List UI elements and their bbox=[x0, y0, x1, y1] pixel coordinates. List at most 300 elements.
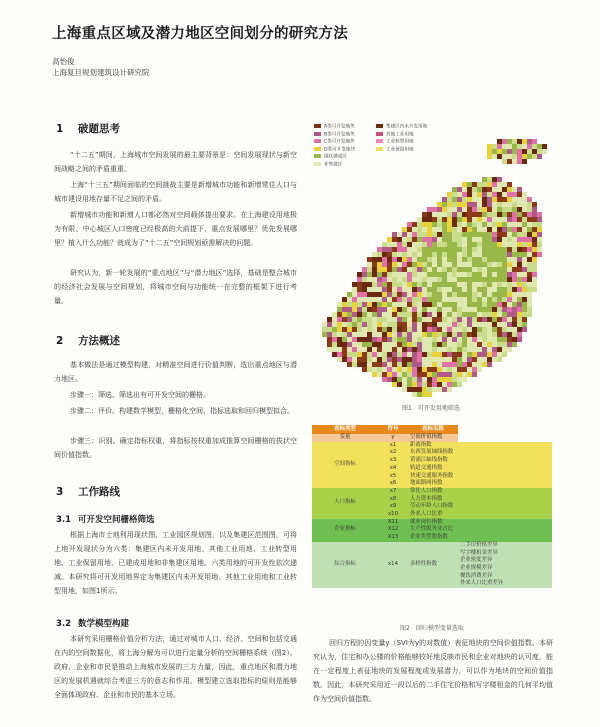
map-cell bbox=[512, 337, 517, 342]
map-cell bbox=[492, 272, 497, 277]
map-cell bbox=[517, 192, 522, 197]
map-cell bbox=[377, 257, 382, 262]
map-cell bbox=[507, 159, 512, 164]
table-symbol: x3 bbox=[389, 457, 397, 464]
map-cell bbox=[457, 242, 462, 247]
map-cell bbox=[522, 297, 527, 302]
map-cell bbox=[347, 322, 352, 327]
map-cell bbox=[482, 307, 487, 312]
map-cell bbox=[322, 327, 327, 332]
map-cell bbox=[517, 144, 522, 149]
map-cell bbox=[402, 247, 407, 252]
map-cell bbox=[437, 312, 442, 317]
map-cell bbox=[402, 297, 407, 302]
map-cell bbox=[442, 317, 447, 322]
map-cell bbox=[482, 177, 487, 182]
map-cell bbox=[347, 357, 352, 362]
map-cell bbox=[462, 277, 467, 282]
map-cell bbox=[467, 367, 472, 372]
map-cell bbox=[417, 267, 422, 272]
map-cell bbox=[362, 362, 367, 367]
map-cell bbox=[407, 327, 412, 332]
map-cell bbox=[427, 277, 432, 282]
figure-2-caption: 图2 回归模型变量选取 bbox=[400, 625, 464, 632]
map-cell bbox=[447, 297, 452, 302]
map-cell bbox=[382, 257, 387, 262]
map-cell bbox=[477, 272, 482, 277]
map-cell bbox=[492, 357, 497, 362]
map-cell bbox=[467, 187, 472, 192]
map-cell bbox=[402, 307, 407, 312]
map-cell bbox=[477, 297, 482, 302]
map-cell bbox=[487, 252, 492, 257]
map-cell bbox=[482, 187, 487, 192]
map-cell bbox=[487, 149, 492, 154]
map-cell bbox=[367, 317, 372, 322]
map-cell bbox=[507, 154, 512, 159]
map-cell bbox=[392, 282, 397, 287]
map-cell bbox=[502, 237, 507, 242]
map-cell bbox=[432, 267, 437, 272]
map-cell bbox=[432, 212, 437, 217]
map-cell bbox=[447, 217, 452, 222]
map-cell bbox=[387, 312, 392, 317]
map-cell bbox=[537, 242, 542, 247]
map-cell bbox=[472, 292, 477, 297]
map-cell bbox=[472, 217, 477, 222]
map-cell bbox=[492, 287, 497, 292]
map-cell bbox=[392, 252, 397, 257]
map-cell bbox=[497, 177, 502, 182]
map-cell bbox=[472, 232, 477, 237]
paragraph: 步骤三：识别。确定指标权重，将指标按权重加成推算空间栅格的拔状空间价值指数。 bbox=[54, 437, 297, 459]
map-cell bbox=[507, 337, 512, 342]
map-cell bbox=[347, 307, 352, 312]
map-cell bbox=[477, 317, 482, 322]
map-cell bbox=[432, 257, 437, 262]
map-cell bbox=[437, 282, 442, 287]
map-cell bbox=[437, 287, 442, 292]
map-cell bbox=[447, 272, 452, 277]
map-cell bbox=[482, 197, 487, 202]
map-cell bbox=[522, 262, 527, 267]
legend-label: A类可开发地块 bbox=[324, 124, 355, 130]
map-cell bbox=[387, 237, 392, 242]
map-cell bbox=[347, 302, 352, 307]
table-cell: 企业密度差异 bbox=[460, 557, 493, 564]
map-cell bbox=[502, 159, 507, 164]
map-cell bbox=[452, 252, 457, 257]
map-cell bbox=[522, 292, 527, 297]
map-cell bbox=[412, 227, 417, 232]
map-cell bbox=[337, 317, 342, 322]
map-cell bbox=[517, 272, 522, 277]
map-cell bbox=[487, 247, 492, 252]
map-cell bbox=[412, 252, 417, 257]
map-cell bbox=[397, 307, 402, 312]
map-cell bbox=[377, 357, 382, 362]
map-cell bbox=[402, 357, 407, 362]
table-group-label: 空间指标 bbox=[334, 460, 356, 467]
map-cell bbox=[472, 287, 477, 292]
map-cell bbox=[382, 362, 387, 367]
figure-1-caption: 图1 可开发用地筛选 bbox=[402, 405, 460, 412]
map-cell bbox=[427, 367, 432, 372]
map-cell bbox=[522, 272, 527, 277]
map-cell bbox=[512, 247, 517, 252]
map-cell bbox=[492, 307, 497, 312]
map-cell bbox=[407, 357, 412, 362]
map-cell bbox=[427, 207, 432, 212]
map-cell bbox=[447, 327, 452, 332]
map-cell bbox=[457, 282, 462, 287]
map-cell bbox=[537, 247, 542, 252]
map-cell bbox=[497, 197, 502, 202]
map-cell bbox=[422, 222, 427, 227]
table-cell: 企业规模差异 bbox=[460, 564, 493, 571]
map-cell bbox=[362, 342, 367, 347]
map-cell bbox=[357, 337, 362, 342]
map-cell bbox=[462, 357, 467, 362]
map-cell bbox=[507, 332, 512, 337]
map-cell bbox=[492, 317, 497, 322]
map-cell bbox=[477, 227, 482, 232]
map-cell bbox=[392, 232, 397, 237]
map-cell bbox=[427, 327, 432, 332]
map-cell bbox=[397, 267, 402, 272]
map-cell bbox=[377, 342, 382, 347]
map-cell bbox=[457, 207, 462, 212]
map-cell bbox=[347, 352, 352, 357]
map-cell bbox=[402, 302, 407, 307]
map-cell bbox=[377, 327, 382, 332]
map-cell bbox=[352, 297, 357, 302]
map-cell bbox=[397, 367, 402, 372]
map-cell bbox=[497, 257, 502, 262]
map-cell bbox=[367, 297, 372, 302]
map-cell bbox=[442, 267, 447, 272]
map-cell bbox=[477, 197, 482, 202]
map-cell bbox=[462, 302, 467, 307]
map-cell bbox=[467, 237, 472, 242]
map-cell bbox=[372, 252, 377, 257]
legend-swatch bbox=[314, 154, 321, 158]
map-cell bbox=[532, 247, 537, 252]
map-cell bbox=[462, 347, 467, 352]
map-cell bbox=[497, 282, 502, 287]
legend-swatch bbox=[314, 162, 321, 166]
map-cell bbox=[422, 377, 427, 382]
legend-item bbox=[314, 162, 342, 169]
map-cell bbox=[482, 222, 487, 227]
map-cell bbox=[522, 242, 527, 247]
map-cell bbox=[452, 257, 457, 262]
map-cell bbox=[457, 337, 462, 342]
map-cell bbox=[487, 182, 492, 187]
map-cell bbox=[417, 347, 422, 352]
map-cell bbox=[487, 322, 492, 327]
map-cell bbox=[422, 327, 427, 332]
map-cell bbox=[502, 252, 507, 257]
table-symbol: x2 bbox=[389, 449, 397, 456]
map-cell bbox=[472, 362, 477, 367]
map-cell bbox=[437, 202, 442, 207]
map-cell bbox=[437, 387, 442, 392]
map-cell bbox=[487, 297, 492, 302]
map-cell bbox=[402, 352, 407, 357]
map-cell bbox=[382, 282, 387, 287]
map-cell bbox=[437, 252, 442, 257]
map-cell bbox=[452, 212, 457, 217]
map-cell bbox=[527, 267, 532, 272]
map-cell bbox=[482, 277, 487, 282]
map-cell bbox=[407, 347, 412, 352]
map-cell bbox=[417, 272, 422, 277]
map-cell bbox=[357, 272, 362, 277]
table-cell: 常住人口指数 bbox=[410, 487, 443, 494]
map-cell bbox=[467, 322, 472, 327]
paragraph: 根据上海市土地利用现状图、工业园区规划图，以及集建区范围图，可将上地开发现状分为六类：集建区内未开发用地、其他工业用地、工业转型用地、工业保留用地、已建成用地和非集建区用地。六类用地的可开发性依次递减。本研究将可开发用地界定为集建区内未开发用地、其他工业用地和工业转型用地，如图1所示。 bbox=[54, 531, 297, 595]
map-cell bbox=[392, 367, 397, 372]
map-cell bbox=[337, 302, 342, 307]
map-cell bbox=[407, 272, 412, 277]
map-cell bbox=[502, 192, 507, 197]
map-cell bbox=[417, 382, 422, 387]
map-cell bbox=[372, 297, 377, 302]
map-cell bbox=[492, 192, 497, 197]
map-cell bbox=[467, 222, 472, 227]
map-cell bbox=[462, 267, 467, 272]
map-cell bbox=[447, 247, 452, 252]
map-cell bbox=[427, 347, 432, 352]
legend-item bbox=[376, 147, 414, 154]
map-cell bbox=[422, 217, 427, 222]
map-cell bbox=[387, 242, 392, 247]
map-cell bbox=[462, 312, 467, 317]
map-cell bbox=[447, 202, 452, 207]
map-cell bbox=[402, 332, 407, 337]
map-cell bbox=[512, 277, 517, 282]
map-cell bbox=[407, 282, 412, 287]
map-cell bbox=[517, 277, 522, 282]
map-cell bbox=[437, 382, 442, 387]
map-cell bbox=[442, 287, 447, 292]
map-cell bbox=[447, 332, 452, 337]
map-cell bbox=[462, 207, 467, 212]
map-cell bbox=[372, 322, 377, 327]
map-cell bbox=[507, 242, 512, 247]
map-cell bbox=[527, 262, 532, 267]
map-cell bbox=[527, 149, 532, 154]
map-cell bbox=[467, 307, 472, 312]
map-cell bbox=[432, 207, 437, 212]
map-cell bbox=[352, 287, 357, 292]
map-cell bbox=[522, 317, 527, 322]
map-cell bbox=[392, 327, 397, 332]
map-cell bbox=[497, 297, 502, 302]
map-cell bbox=[502, 217, 507, 222]
map-cell bbox=[497, 317, 502, 322]
map-cell bbox=[332, 332, 337, 337]
map-cell bbox=[432, 217, 437, 222]
map-cell bbox=[427, 377, 432, 382]
map-cell bbox=[352, 317, 357, 322]
map-cell bbox=[372, 342, 377, 347]
map-cell bbox=[492, 352, 497, 357]
map-cell bbox=[397, 282, 402, 287]
map-cell bbox=[432, 252, 437, 257]
map-cell bbox=[502, 302, 507, 307]
map-cell bbox=[357, 277, 362, 282]
map-cell bbox=[412, 387, 417, 392]
map-cell bbox=[432, 347, 437, 352]
map-cell bbox=[477, 367, 482, 372]
map-cell bbox=[412, 232, 417, 237]
map-cell bbox=[352, 312, 357, 317]
map-cell bbox=[392, 262, 397, 267]
map-cell bbox=[377, 307, 382, 312]
map-cell bbox=[492, 217, 497, 222]
map-cell bbox=[447, 307, 452, 312]
map-cell bbox=[447, 267, 452, 272]
map-cell bbox=[367, 357, 372, 362]
map-cell bbox=[477, 242, 482, 247]
map-cell bbox=[337, 307, 342, 312]
section-number: 3.1 bbox=[56, 515, 72, 525]
map-cell bbox=[382, 307, 387, 312]
map-cell bbox=[492, 262, 497, 267]
map-cell bbox=[392, 342, 397, 347]
map-cell bbox=[477, 247, 482, 252]
map-cell bbox=[447, 237, 452, 242]
map-cell bbox=[477, 342, 482, 347]
map-cell bbox=[492, 332, 497, 337]
map-cell bbox=[487, 144, 492, 149]
map-cell bbox=[507, 202, 512, 207]
map-cell bbox=[507, 247, 512, 252]
map-cell bbox=[437, 302, 442, 307]
map-cell bbox=[497, 337, 502, 342]
map-cell bbox=[397, 337, 402, 342]
legend-swatch bbox=[376, 124, 383, 128]
map-cell bbox=[487, 207, 492, 212]
table-header-cell: 指标类型 bbox=[312, 425, 378, 434]
map-cell bbox=[482, 242, 487, 247]
map-cell bbox=[402, 242, 407, 247]
map-cell bbox=[327, 342, 332, 347]
map-cell bbox=[412, 327, 417, 332]
map-cell bbox=[392, 337, 397, 342]
map-cell bbox=[512, 217, 517, 222]
map-cell bbox=[427, 307, 432, 312]
map-cell bbox=[512, 154, 517, 159]
table-group-label: 综合指标 bbox=[334, 561, 356, 568]
map-cell bbox=[522, 154, 527, 159]
map-cell bbox=[467, 262, 472, 267]
map-cell bbox=[392, 372, 397, 377]
map-cell bbox=[467, 227, 472, 232]
map-cell bbox=[467, 267, 472, 272]
map-cell bbox=[452, 362, 457, 367]
map-cell bbox=[472, 347, 477, 352]
map-cell bbox=[492, 277, 497, 282]
map-cell bbox=[397, 347, 402, 352]
map-cell bbox=[467, 192, 472, 197]
map-cell bbox=[502, 292, 507, 297]
map-cell bbox=[437, 347, 442, 352]
map-cell bbox=[327, 332, 332, 337]
subsection-heading-3-1 bbox=[56, 513, 155, 525]
map-cell bbox=[422, 392, 427, 397]
map-cell bbox=[427, 247, 432, 252]
map-cell bbox=[427, 302, 432, 307]
map-cell bbox=[397, 352, 402, 357]
map-cell bbox=[402, 377, 407, 382]
map-cell bbox=[477, 327, 482, 332]
map-cell bbox=[467, 282, 472, 287]
legend-label: 非集建区 bbox=[324, 162, 343, 167]
map-cell bbox=[442, 242, 447, 247]
map-cell bbox=[377, 347, 382, 352]
map-cell bbox=[507, 277, 512, 282]
map-cell bbox=[462, 272, 467, 277]
map-cell bbox=[457, 212, 462, 217]
map-cell bbox=[362, 307, 367, 312]
map-cell bbox=[512, 242, 517, 247]
map-cell bbox=[522, 302, 527, 307]
map-cell bbox=[477, 357, 482, 362]
map-cell bbox=[532, 139, 537, 144]
map-cell bbox=[477, 237, 482, 242]
map-cell bbox=[412, 337, 417, 342]
map-cell bbox=[387, 317, 392, 322]
map-cell bbox=[442, 342, 447, 347]
map-cell bbox=[417, 237, 422, 242]
map-cell bbox=[472, 282, 477, 287]
map-cell bbox=[492, 227, 497, 232]
map-cell bbox=[347, 327, 352, 332]
map-cell bbox=[412, 277, 417, 282]
map-cell bbox=[347, 362, 352, 367]
map-cell bbox=[482, 362, 487, 367]
map-cell bbox=[422, 362, 427, 367]
map-cell bbox=[422, 292, 427, 297]
map-cell bbox=[502, 154, 507, 159]
map-cell bbox=[502, 207, 507, 212]
map-cell bbox=[357, 282, 362, 287]
map-cell bbox=[422, 227, 427, 232]
map-cell bbox=[437, 367, 442, 372]
map-cell bbox=[472, 197, 477, 202]
table-cell: 餐饮消费差异 bbox=[460, 572, 493, 579]
map-cell bbox=[412, 332, 417, 337]
map-cell bbox=[447, 317, 452, 322]
map-cell bbox=[442, 337, 447, 342]
map-cell bbox=[517, 247, 522, 252]
map-cell bbox=[517, 262, 522, 267]
map-cell bbox=[427, 257, 432, 262]
map-cell bbox=[377, 312, 382, 317]
map-cell bbox=[512, 192, 517, 197]
map-cell bbox=[377, 367, 382, 372]
map-cell bbox=[532, 222, 537, 227]
map-cell bbox=[487, 212, 492, 217]
map-cell bbox=[372, 277, 377, 282]
map-cell bbox=[497, 347, 502, 352]
map-cell bbox=[492, 207, 497, 212]
map-cell bbox=[362, 357, 367, 362]
map-cell bbox=[397, 287, 402, 292]
